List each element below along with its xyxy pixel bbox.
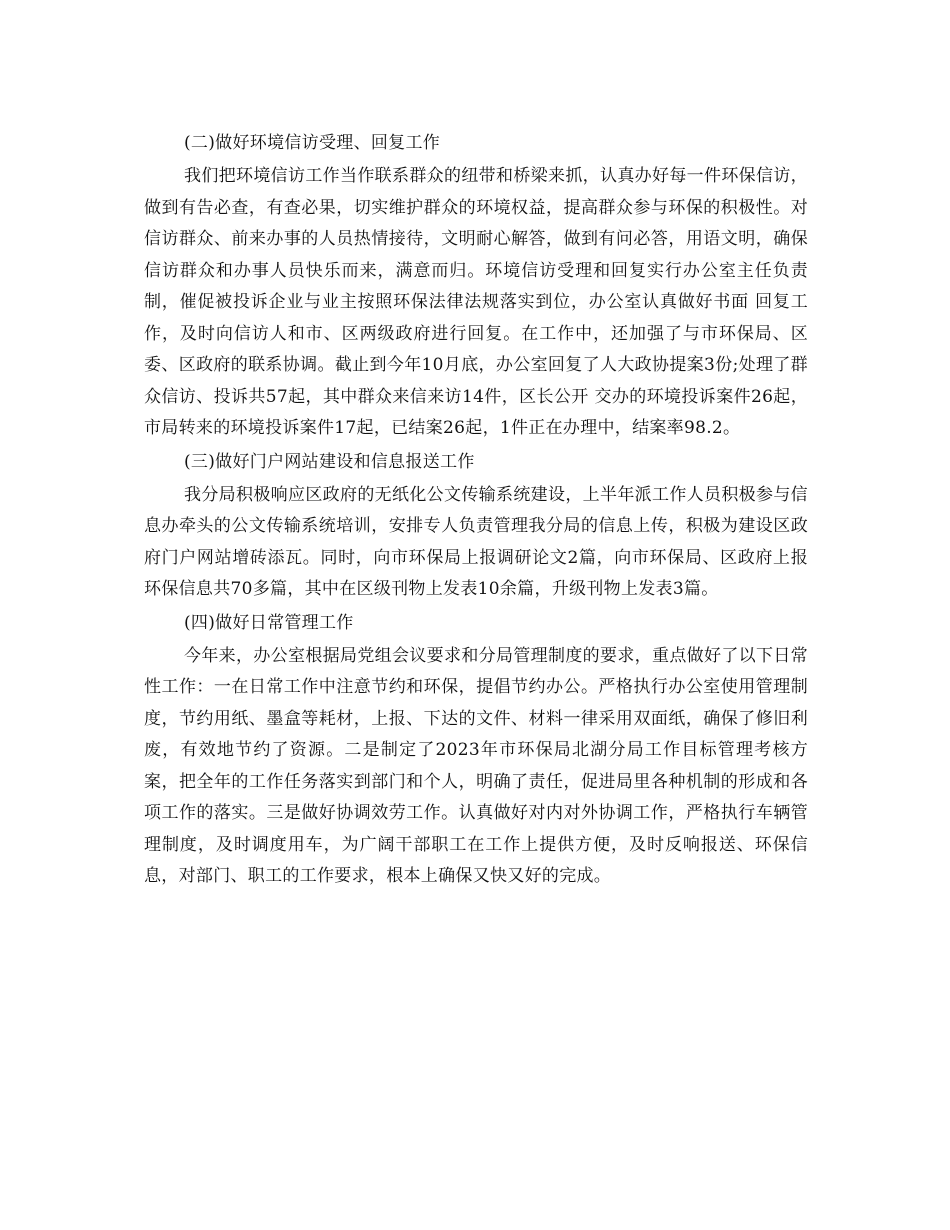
section-heading-portal-website: (三)做好门户网站建设和信息报送工作 — [184, 451, 475, 472]
section-heading-letters-visits: (二)做好环境信访受理、回复工作 — [184, 133, 441, 153]
section-heading-daily-management: (四)做好日常管理工作 — [184, 612, 354, 633]
document-body — [144, 128, 808, 893]
section-paragraph-letters-visits: 我们把环境信访工作当作联系群众的纽带和桥梁来抓，认真办好每一件环保信访，做到有告必查，有查必果，切实维护群众的环境权益，提高群众参与环保的积极性。对信访群众、前来办事的人员热情接待，文明耐心解答，做到有问必答，用语文明，确保信访群众和办事人员快乐而来，满意而归。环境信访受理和回复实行办公室主任负责制，催促被投诉企业与业主按照环保法律法规落实到位，办公室认真做好书面 回复工作，及时向信访人和市、区两级政府进行回复。在工作中，还加强了与市环保局、区委、区政府的联系协调。截止到今年10月底，办公室回复了人大政协提案3份;处理了群众信访、投诉共57起，其中群众来信来访14件，区长公开 交办的环境投诉案件26起，市局转来的环境投诉案件17起，已结案26起，1件正在办理中，结案率98.2。 — [144, 166, 808, 438]
section-paragraph-daily-management: 今年来，办公室根据局党组会议要求和分局管理制度的要求，重点做好了以下日常性工作：一在日常工作中注意节约和环保，提倡节约办公。严格执行办公室使用管理制度，节约用纸、墨盒等耗材，上报、下达的文件、材料一律采用双面纸，确保了修旧利废，有效地节约了资源。二是制定了2023年市环保局北湖分局工作目标管理考核方案，把全年的工作任务落实到部门和个人，明确了责任，促进局里各种机制的形成和各项工作的落实。三是做好协调效劳工作。认真做好对内对外协调工作，严格执行车辆管理制度，及时调度用车，为广阔干部职工在工作上提供方便，及时反响报送、环保信息，对部门、职工的工作要求，根本上确保又快又好的完成。 — [144, 645, 808, 886]
section-paragraph-portal-website: 我分局积极响应区政府的无纸化公文传输系统建设，上半年派工作人员积极参与信息办牵头的公文传输系统培训，安排专人负责管理我分局的信息上传，积极为建设区政府门户网站增砖添瓦。同时，向市环保局上报调研论文2篇，向市环保局、区政府上报环保信息共70多篇，其中在区级刊物上发表10余篇，升级刊物上发表3篇。 — [144, 484, 808, 599]
